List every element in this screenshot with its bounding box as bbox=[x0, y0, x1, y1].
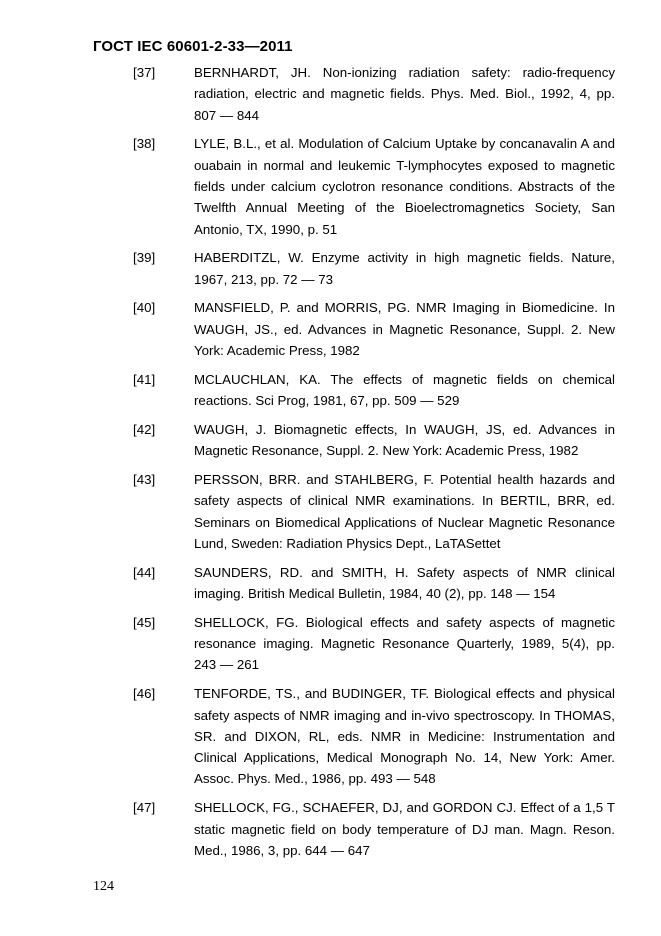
reference-item bbox=[133, 797, 615, 861]
reference-number: [37] bbox=[133, 65, 156, 80]
reference-text: BERNHARDT, JH. Non-ionizing radiation safety: radio-frequency radiation, electric and magnetic fields. Phys. Med. Biol., 1992, 4, pp. 807 — 844 bbox=[194, 65, 615, 123]
reference-text: LYLE, B.L., et al. Modulation of Calcium Uptake by concanavalin A and ouabain in normal and leukemic T-lymphocytes exposed to magnetic fields under calcium cyclotron resonance conditions. Abstracts of the Twelfth Annual Meeting of the Bioelectromagnetics Society, San Antonio, TX, 1990, p. 51 bbox=[194, 136, 615, 237]
reference-number: [38] bbox=[133, 136, 156, 152]
page-number: 124 bbox=[93, 879, 114, 894]
reference-item bbox=[133, 247, 615, 290]
reference-item bbox=[133, 683, 615, 789]
reference-item bbox=[133, 62, 615, 126]
reference-text: SHELLOCK, FG., SCHAEFER, DJ, and GORDON CJ. Effect of a 1,5 T static magnetic field on body temperature of DJ man. Magn. Reson. Med., 1986, 3, pp. 644 — 647 bbox=[194, 800, 615, 858]
reference-text: MCLAUCHLAN, KA. The effects of magnetic fields on chemical reactions. Sci Prog, 1981, 67, pp. 509 — 529 bbox=[194, 371, 615, 409]
reference-item bbox=[133, 297, 615, 361]
reference-text: SHELLOCK, FG. Biological effects and safety aspects of magnetic resonance imaging. Magnetic Resonance Quarterly, 1989, 5(4), pp. 243 — 261 bbox=[194, 614, 615, 673]
reference-number: [41] bbox=[133, 371, 156, 387]
reference-item bbox=[133, 133, 615, 239]
reference-number: [47] bbox=[133, 800, 156, 816]
reference-list bbox=[133, 62, 615, 869]
reference-text: HABERDITZL, W. Enzyme activity in high magnetic fields. Nature, 1967, 213, pp. 72 — 73 bbox=[194, 250, 615, 287]
reference-text: SAUNDERS, RD. and SMITH, H. Safety aspects of NMR clinical imaging. British Medical Bulletin, 1984, 40 (2), pp. 148 — 154 bbox=[194, 564, 615, 602]
page-header-title: ГОСТ IEC 60601-2-33—2011 bbox=[93, 38, 293, 55]
reference-item bbox=[133, 612, 615, 676]
reference-text: MANSFIELD, P. and MORRIS, PG. NMR Imaging in Biomedicine. In WAUGH, JS., ed. Advances in Magnetic Resonance, Suppl. 2. New York: Academic Press, 1982 bbox=[194, 300, 615, 359]
reference-item bbox=[133, 369, 615, 412]
reference-item bbox=[133, 469, 615, 554]
reference-number: [45] bbox=[133, 614, 156, 630]
reference-number: [39] bbox=[133, 250, 156, 266]
reference-text: TENFORDE, TS., and BUDINGER, TF. Biological effects and physical safety aspects of NMR imaging and in-vivo spectroscopy. In THOMAS, SR. and DIXON, RL, eds. NMR in Medicine: Instrumentation and Clinical Applications, Medical Monograph No. 14, New York: Amer. Assoc. Phys. Med., 1986, pp. 493 — 548 bbox=[194, 686, 615, 787]
reference-number: [46] bbox=[133, 686, 156, 702]
reference-number: [40] bbox=[133, 300, 156, 316]
reference-item bbox=[133, 419, 615, 462]
reference-number: [44] bbox=[133, 564, 156, 580]
reference-text: PERSSON, BRR. and STAHLBERG, F. Potential health hazards and safety aspects of clinical NMR examinations. In BERTIL, BRR, ed. Seminars on Biomedical Applications of Nuclear Magnetic Resonance Lund, Sweden: Radiation Physics Dept., LaTASettet bbox=[194, 472, 615, 551]
reference-item bbox=[133, 562, 615, 605]
reference-number: [43] bbox=[133, 472, 156, 488]
reference-text: WAUGH, J. Biomagnetic effects, In WAUGH, JS, ed. Advances in Magnetic Resonance, Suppl. 2. New York: Academic Press, 1982 bbox=[194, 421, 615, 459]
reference-number: [42] bbox=[133, 421, 156, 437]
